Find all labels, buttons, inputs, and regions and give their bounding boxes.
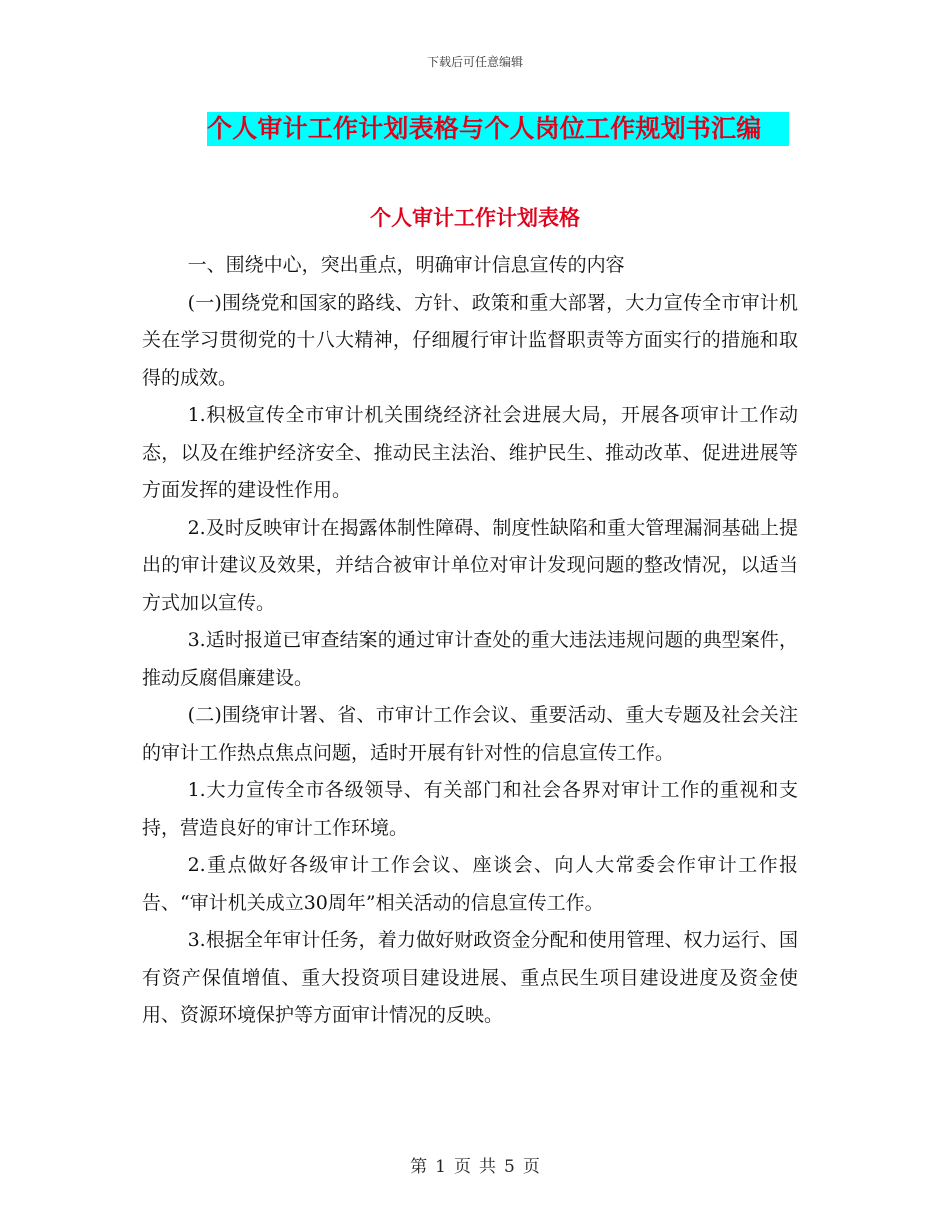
footer-label-total-unit: 页 — [522, 1157, 540, 1177]
paragraph-item-1-3: 3.适时报道已审查结案的通过审计查处的重大违法违规问题的典型案件，推动反腐倡廉建设。 — [142, 629, 798, 689]
footer-current-page: 1 — [435, 1157, 446, 1177]
paragraph-item-2-1: 1.大力宣传全市各级领导、有关部门和社会各界对审计工作的重视和支持，营造良好的审计工作环境。 — [142, 779, 798, 839]
paragraph-item-1-1: 1.积极宣传全市审计机关围绕经济社会进展大局，开展各项审计工作动态，以及在维护经济安全、推动民主法治、维护民生、推动改革、促进进展等方面发挥的建设性作用。 — [142, 404, 798, 501]
header-note: 下载后可任意编辑 — [426, 55, 523, 69]
paragraph-item-1-2: 2.及时反映审计在揭露体制性障碍、制度性缺陷和重大管理漏洞基础上提出的审计建议及效果，并结合被审计单位对审计发现问题的整改情况，以适当方式加以宣传。 — [142, 516, 798, 614]
footer-label-page: 第 — [410, 1157, 428, 1177]
paragraph-item-2-2: 2.重点做好各级审计工作会议、座谈会、向人大常委会作审计工作报告、“审计机关成立30周年”相关活动的信息宣传工作。 — [142, 854, 798, 914]
footer-label-page-unit: 页 — [454, 1157, 471, 1177]
document-sub-title: 个人审计工作计划表格 — [370, 206, 580, 230]
document-body — [142, 247, 798, 1035]
page-footer — [0, 1152, 950, 1177]
paragraph-section-2: (二)围绕审计署、省、市审计工作会议、重要活动、重大专题及社会关注的审计工作热点焦点问题，适时开展有针对性的信息宣传工作。 — [142, 704, 798, 764]
document-main-title: 个人审计工作计划表格与个人岗位工作规划书汇编 — [207, 112, 789, 146]
footer-label-total: 共 — [479, 1157, 496, 1177]
footer-total-pages: 5 — [504, 1157, 515, 1177]
paragraph-section-1: (一)围绕党和国家的路线、方针、政策和重大部署，大力宣传全市审计机关在学习贯彻党的十八大精神，仔细履行审计监督职责等方面实行的措施和取得的成效。 — [142, 291, 798, 389]
paragraph-item-2-3: 3.根据全年审计任务，着力做好财政资金分配和使用管理、权力运行、国有资产保值增值、重大投资项目建设进展、重点民生项目建设进度及资金使用、资源环境保护等方面审计情况的反映。 — [142, 929, 798, 1026]
paragraph-heading-1: 一、围绕中心，突出重点，明确审计信息宣传的内容 — [187, 254, 625, 276]
